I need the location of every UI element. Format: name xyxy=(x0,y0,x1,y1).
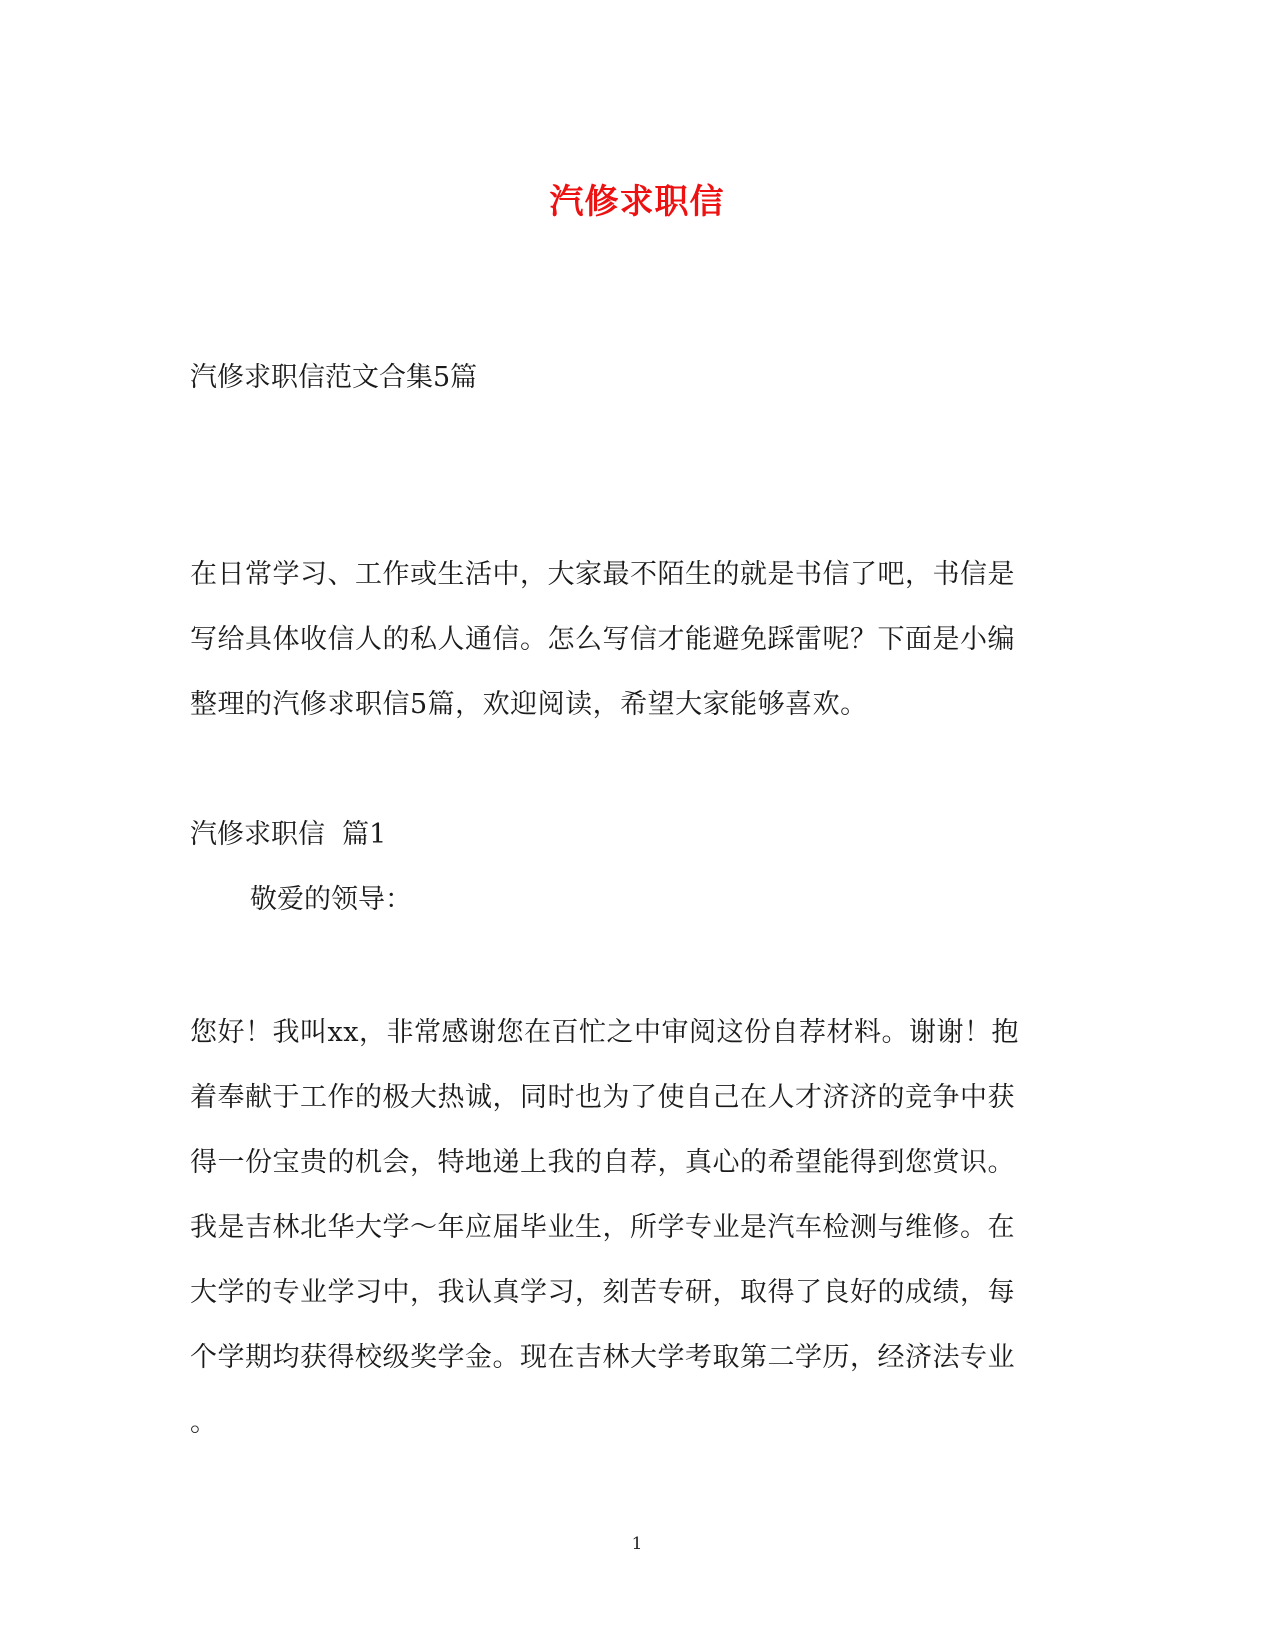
letter-salutation: 敬爱的领导： xyxy=(250,884,412,915)
body-line: 。 xyxy=(190,1407,218,1438)
intro-line: 整理的汽修求职信5篇，欢迎阅读，希望大家能够喜欢。 xyxy=(190,689,868,720)
page-number: 1 xyxy=(631,1534,643,1554)
body-line: 着奉献于工作的极大热诚，同时也为了使自己在人才济济的竞争中获 xyxy=(190,1082,1015,1113)
intro-line: 在日常学习、工作或生活中，大家最不陌生的就是书信了吧，书信是 xyxy=(190,559,1015,590)
body-line: 个学期均获得校级奖学金。现在吉林大学考取第二学历，经济法专业 xyxy=(190,1342,1015,1373)
body-line: 大学的专业学习中，我认真学习，刻苦专研，取得了良好的成绩，每 xyxy=(190,1277,1015,1308)
document-title: 汽修求职信 xyxy=(549,182,725,222)
intro-paragraph xyxy=(190,542,1070,737)
body-line: 您好！我叫xx，非常感谢您在百忙之中审阅这份自荐材料。谢谢！抱 xyxy=(190,1017,1019,1048)
letter-body-paragraph xyxy=(190,1000,1070,1455)
body-line: 得一份宝贵的机会，特地递上我的自荐，真心的希望能得到您赏识。 xyxy=(190,1147,1015,1178)
intro-line: 写给具体收信人的私人通信。怎么写信才能避免踩雷呢？下面是小编 xyxy=(190,624,1015,655)
document-subtitle: 汽修求职信范文合集5篇 xyxy=(190,362,478,393)
body-line: 我是吉林北华大学～年应届毕业生，所学专业是汽车检测与维修。在 xyxy=(190,1212,1015,1243)
section-heading: 汽修求职信 篇1 xyxy=(190,819,387,850)
